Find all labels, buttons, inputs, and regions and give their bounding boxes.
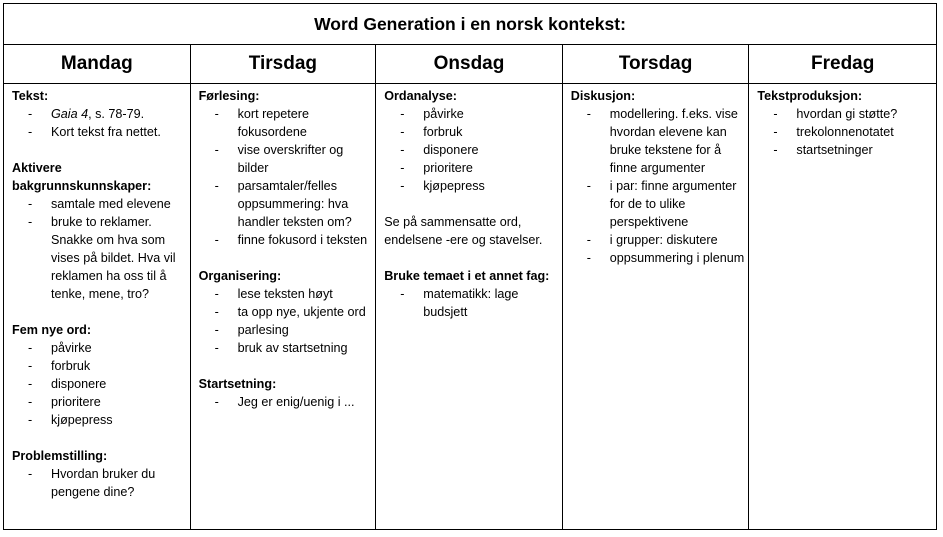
dash-bullet-icon: - (28, 215, 33, 229)
list-item (384, 159, 558, 177)
list-item (12, 123, 186, 141)
bullet-list (12, 465, 186, 501)
list-item-text: matematikk: lage budsjett (423, 287, 519, 319)
day-cell-onsdag (376, 84, 563, 529)
list-item-text: ta opp nye, ukjente ord (237, 305, 366, 319)
list-item-text: prioritere (51, 395, 101, 409)
list-item (199, 105, 372, 141)
list-item-text: forbruk (51, 359, 91, 373)
list-item (384, 105, 558, 123)
list-item-text: hvordan gi støtte? (796, 107, 898, 121)
section-heading: Førlesing: (198, 89, 260, 103)
plan-section (12, 159, 186, 303)
dash-bullet-icon: - (586, 179, 591, 193)
day-header-tirsdag: Tirsdag (191, 45, 377, 83)
dash-bullet-icon: - (214, 323, 219, 337)
list-item-text: bruk av startsetning (237, 341, 348, 355)
list-item (384, 285, 558, 321)
dash-bullet-icon: - (400, 161, 405, 175)
dash-bullet-icon: - (773, 125, 778, 139)
weekly-plan-table (3, 3, 937, 530)
list-item (571, 105, 745, 177)
list-item-text: oppsummering i plenum (609, 251, 745, 265)
list-item (12, 411, 186, 429)
list-item (757, 123, 932, 141)
dash-bullet-icon: - (586, 251, 591, 265)
list-item-text: modellering. f.eks. vise hvordan elevene kan bruke tekstene for å finne argumenter (609, 107, 738, 175)
list-item (199, 339, 372, 357)
list-item-text: vise overskrifter og bilder (237, 143, 344, 175)
dash-bullet-icon: - (586, 233, 591, 247)
list-item (12, 357, 186, 375)
list-item-text: Jeg er enig/uenig i ... (237, 395, 355, 409)
list-item (199, 321, 372, 339)
bullet-list (199, 393, 372, 411)
section-heading: Tekst: (12, 89, 49, 103)
day-cell-torsdag (563, 84, 750, 529)
dash-bullet-icon: - (214, 233, 219, 247)
list-item-text: i grupper: diskutere (609, 233, 718, 247)
list-item-text: bruke to reklamer. Snakke om hva som vises på bildet. Hva vil reklamen ha oss til å tenke, mene, tro? (51, 215, 176, 301)
dash-bullet-icon: - (400, 287, 405, 301)
dash-bullet-icon: - (28, 125, 33, 139)
dash-bullet-icon: - (773, 143, 778, 157)
list-item (12, 375, 186, 393)
dash-bullet-icon: - (28, 341, 33, 355)
section-heading: Bruke temaet i et annet fag: (384, 269, 550, 283)
list-item-text: disponere (51, 377, 107, 391)
day-header-onsdag: Onsdag (376, 45, 563, 83)
dash-bullet-icon: - (28, 413, 33, 427)
plan-section (571, 87, 745, 267)
dash-bullet-icon: - (28, 359, 33, 373)
plan-section (384, 87, 558, 195)
list-item (757, 105, 932, 123)
list-item (12, 195, 186, 213)
day-cell-fredag (749, 84, 936, 529)
dash-bullet-icon: - (214, 179, 219, 193)
section-heading: Problemstilling: (12, 449, 108, 463)
list-item-text: lese teksten høyt (237, 287, 333, 301)
list-item (571, 249, 745, 267)
list-item (384, 177, 558, 195)
section-heading: Fem nye ord: (12, 323, 92, 337)
list-item (12, 393, 186, 411)
plan-section (12, 87, 186, 141)
section-paragraph: Se på sammensatte ord, endelsene -ere og stavelser. (384, 215, 543, 247)
list-item-text: påvirke (51, 341, 92, 355)
dash-bullet-icon: - (214, 395, 219, 409)
list-item (12, 465, 186, 501)
bullet-list (12, 195, 186, 303)
list-item-text: trekolonnenotatet (796, 125, 894, 139)
dash-bullet-icon: - (28, 377, 33, 391)
list-item-text: disponere (423, 143, 479, 157)
dash-bullet-icon: - (214, 305, 219, 319)
plan-section (757, 87, 932, 159)
dash-bullet-icon: - (400, 125, 405, 139)
day-cell-tirsdag (191, 84, 377, 529)
list-item (384, 141, 558, 159)
list-item-text: Kort tekst fra nettet. (51, 125, 161, 139)
dash-bullet-icon: - (773, 107, 778, 121)
dash-bullet-icon: - (400, 107, 405, 121)
day-header-mandag: Mandag (4, 45, 191, 83)
list-item (571, 177, 745, 231)
section-heading: Startsetning: (198, 377, 277, 391)
dash-bullet-icon: - (586, 107, 591, 121)
list-item (199, 303, 372, 321)
bullet-list (12, 105, 186, 141)
list-item-text: kjøpepress (51, 413, 113, 427)
plan-section (12, 321, 186, 429)
day-header-row (4, 45, 936, 84)
list-item-text: finne fokusord i teksten (237, 233, 368, 247)
list-item-text: samtale med elevene (51, 197, 171, 211)
list-item-text: Gaia 4, s. 78-79. (51, 107, 145, 121)
day-cell-mandag (4, 84, 191, 529)
table-title: Word Generation i en norsk kontekst: (4, 4, 936, 45)
bullet-list (199, 105, 372, 249)
list-item-text: i par: finne argumenter for de to ulike perspektivene (609, 179, 737, 229)
dash-bullet-icon: - (28, 107, 33, 121)
section-heading: Ordanalyse: (384, 89, 457, 103)
day-header-torsdag: Torsdag (563, 45, 750, 83)
list-item (12, 213, 186, 303)
list-item (199, 141, 372, 177)
list-item-text: prioritere (423, 161, 473, 175)
dash-bullet-icon: - (214, 287, 219, 301)
dash-bullet-icon: - (400, 143, 405, 157)
plan-section (384, 213, 558, 249)
section-heading: Diskusjon: (570, 89, 636, 103)
bullet-list (12, 339, 186, 429)
dash-bullet-icon: - (214, 143, 219, 157)
dash-bullet-icon: - (28, 395, 33, 409)
list-item (12, 105, 186, 123)
list-item (199, 393, 372, 411)
bullet-list (757, 105, 932, 159)
dash-bullet-icon: - (28, 467, 33, 481)
plan-section (384, 267, 558, 321)
list-item (571, 231, 745, 249)
list-item-text: Hvordan bruker du pengene dine? (51, 467, 156, 499)
section-heading: Aktivere bakgrunnskunnskaper: (12, 161, 152, 193)
plan-section (199, 267, 372, 357)
list-item (12, 339, 186, 357)
plan-section (199, 87, 372, 249)
dash-bullet-icon: - (214, 341, 219, 355)
list-item-text: forbruk (423, 125, 463, 139)
list-item-text: kort repetere fokusordene (237, 107, 309, 139)
list-item-text: startsetninger (796, 143, 873, 157)
list-item (199, 285, 372, 303)
dash-bullet-icon: - (28, 197, 33, 211)
section-heading: Organisering: (198, 269, 282, 283)
day-content-row (4, 84, 936, 529)
dash-bullet-icon: - (400, 179, 405, 193)
list-item-text: parsamtaler/felles oppsummering: hva handler teksten om? (237, 179, 352, 229)
day-header-fredag: Fredag (811, 53, 875, 74)
bullet-list (384, 285, 558, 321)
bullet-list (384, 105, 558, 195)
bullet-list (571, 105, 745, 267)
dash-bullet-icon: - (214, 107, 219, 121)
bullet-list (199, 285, 372, 357)
list-item (199, 231, 372, 249)
list-item (199, 177, 372, 231)
plan-section (12, 447, 186, 501)
plan-section (199, 375, 372, 411)
list-item-text: parlesing (237, 323, 289, 337)
list-item-text: kjøpepress (423, 179, 485, 193)
list-item (384, 123, 558, 141)
section-heading: Tekstproduksjon: (757, 89, 863, 103)
list-item (757, 141, 932, 159)
list-item-text: påvirke (423, 107, 464, 121)
